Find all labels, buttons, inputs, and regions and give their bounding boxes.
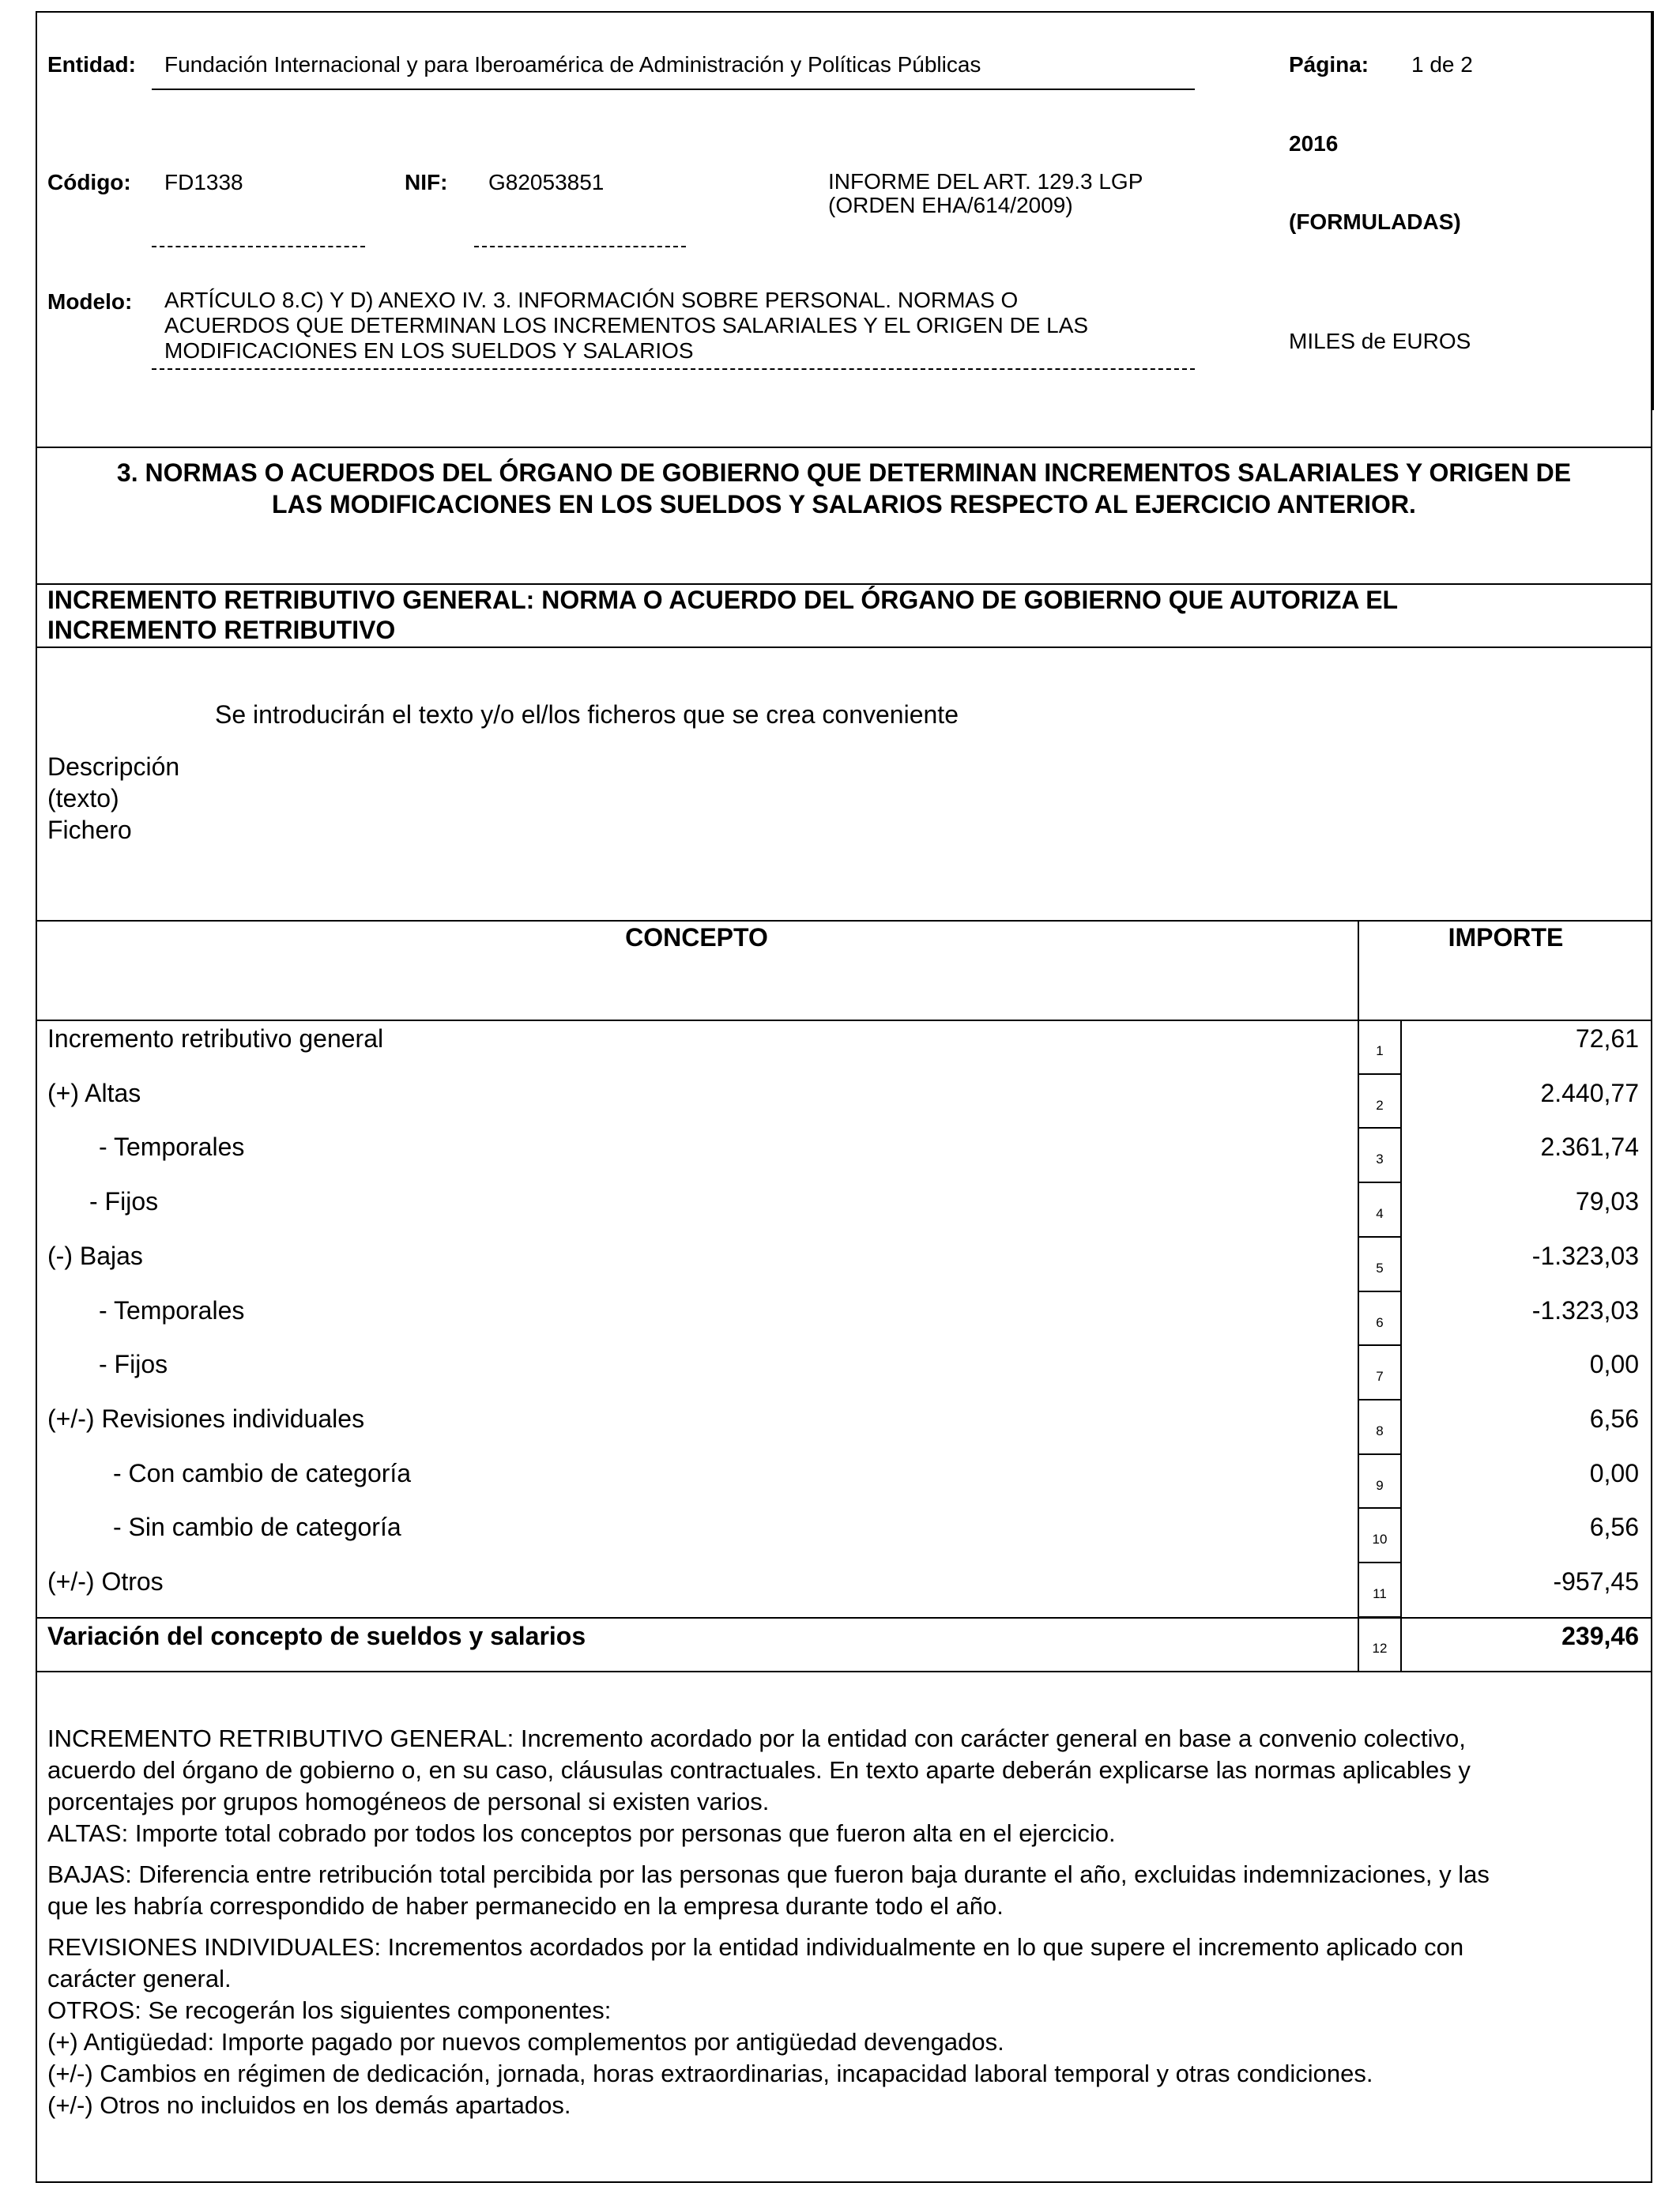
row-separator	[1358, 1399, 1402, 1400]
section3-line-1: 3. NORMAS O ACUERDOS DEL ÓRGANO DE GOBIERNO QUE DETERMINAN INCREMENTOS SALARIALES Y ORIGEN DE	[116, 458, 1572, 487]
texto-label: (texto)	[47, 784, 119, 812]
row-separator	[1358, 1616, 1402, 1618]
notes-line: acuerdo del órgano de gobierno o, en su caso, cláusulas contractuales. En texto aparte deberán explicarse las normas aplicables y	[47, 1756, 1471, 1784]
header-right-border	[1652, 11, 1654, 410]
row-number: 9	[1376, 1477, 1384, 1493]
informe-line-2: (ORDEN EHA/614/2009)	[828, 193, 1073, 217]
table-header-rule	[36, 1020, 1652, 1021]
row-number: 1	[1376, 1043, 1384, 1058]
row-value[interactable]: 72,61	[1575, 1024, 1639, 1053]
row-value[interactable]: 239,46	[1561, 1621, 1639, 1650]
incremento-line-1: INCREMENTO RETRIBUTIVO GENERAL: NORMA O ACUERDO DEL ÓRGANO DE GOBIERNO QUE AUTORIZA EL	[47, 586, 1399, 614]
modelo-underline	[152, 368, 1195, 370]
informe-title	[828, 170, 1143, 217]
row-separator	[1358, 1127, 1402, 1129]
notes-line: BAJAS: Diferencia entre retribución total percibida por las personas que fueron baja durante el año, excluidas indemnizaciones, y las	[47, 1860, 1490, 1888]
informe-line-1: INFORME DEL ART. 129.3 LGP	[828, 169, 1143, 194]
row-number: 6	[1376, 1314, 1384, 1330]
notes-line: (+) Antigüedad: Importe pagado por nuevos complementos por antigüedad devengados.	[47, 2028, 1004, 2056]
notes-line: ALTAS: Importe total cobrado por todos los conceptos por personas que fueron alta en el ejercicio.	[47, 1819, 1116, 1847]
codigo-underline	[152, 246, 365, 247]
row-number: 12	[1372, 1640, 1388, 1656]
row-label: (+/-) Revisiones individuales	[47, 1404, 365, 1433]
row-number: 3	[1376, 1152, 1384, 1167]
total-top-rule	[36, 1617, 1652, 1619]
row-value[interactable]: 2.361,74	[1540, 1133, 1639, 1162]
descripcion-label: Descripción	[47, 752, 180, 781]
entidad-value: Fundación Internacional y para Iberoamérica de Administración y Políticas Públicas	[164, 52, 981, 77]
row-number: 5	[1376, 1260, 1384, 1276]
modelo-line-1: ARTÍCULO 8.C) Y D) ANEXO IV. 3. INFORMACIÓN SOBRE PERSONAL. NORMAS O	[164, 288, 1019, 312]
fichero-label: Fichero	[47, 816, 132, 844]
row-value[interactable]: 6,56	[1589, 1404, 1639, 1433]
row-separator	[1358, 1562, 1402, 1563]
incremento-line-2: INCREMENTO RETRIBUTIVO	[47, 616, 396, 644]
col-concepto: CONCEPTO	[625, 923, 768, 952]
pagina-label: Página:	[1289, 52, 1369, 77]
row-label: (+) Altas	[47, 1078, 141, 1107]
year: 2016	[1289, 131, 1339, 156]
row-value[interactable]: 0,00	[1589, 1458, 1639, 1487]
modelo-text	[164, 288, 1088, 364]
row-separator	[1358, 1507, 1402, 1509]
notes	[47, 1723, 1490, 2121]
row-label: (-) Bajas	[47, 1241, 143, 1270]
row-value[interactable]: 79,03	[1575, 1187, 1639, 1216]
incremento-title	[47, 585, 1398, 645]
entidad-label: Entidad:	[47, 52, 136, 77]
row-value[interactable]: -1.323,03	[1531, 1295, 1639, 1325]
row-label: - Sin cambio de categoría	[113, 1513, 401, 1542]
notes-line: REVISIONES INDIVIDUALES: Incrementos acordados por la entidad individualmente en lo que supere el incremento aplicado con	[47, 1933, 1464, 1961]
row-label: - Temporales	[99, 1133, 245, 1162]
pagina-value: 1 de 2	[1411, 52, 1473, 77]
modelo-line-3: MODIFICACIONES EN LOS SUELDOS Y SALARIOS	[164, 338, 694, 363]
notes-line: porcentajes por grupos homogéneos de personal si existen varios.	[47, 1788, 770, 1815]
notes-line: (+/-) Cambios en régimen de dedicación, jornada, horas extraordinarias, incapacidad laboral temporal y otras condiciones.	[47, 2060, 1373, 2087]
row-label: - Temporales	[99, 1295, 245, 1325]
row-value[interactable]: 6,56	[1589, 1513, 1639, 1542]
notes-line: INCREMENTO RETRIBUTIVO GENERAL: Incremento acordado por la entidad con carácter general en base a convenio colectivo,	[47, 1725, 1466, 1752]
nif-label: NIF:	[405, 170, 448, 194]
descripcion-field[interactable]	[47, 751, 179, 846]
hint-text: Se introducirán el texto y/o el/los ficheros que se crea conveniente	[215, 700, 959, 729]
row-number: 8	[1376, 1423, 1384, 1438]
entidad-underline	[152, 89, 1195, 90]
section3-title	[36, 457, 1652, 520]
row-label: - Con cambio de categoría	[113, 1458, 412, 1487]
formuladas: (FORMULADAS)	[1289, 209, 1461, 234]
notes-line: OTROS: Se recogerán los siguientes componentes:	[47, 1996, 612, 2024]
row-number: 7	[1376, 1369, 1384, 1385]
incremento-bottom-rule	[36, 647, 1652, 648]
row-number: 4	[1376, 1206, 1384, 1222]
row-label: Variación del concepto de sueldos y salarios	[47, 1621, 586, 1650]
row-separator	[1358, 1182, 1402, 1183]
section3-top-rule	[36, 447, 1652, 448]
row-value[interactable]: 2.440,77	[1540, 1078, 1639, 1107]
codigo-label: Código:	[47, 170, 131, 194]
row-separator	[1358, 1073, 1402, 1075]
table-col-divider	[1358, 920, 1359, 1671]
notes-line: carácter general.	[47, 1965, 232, 1992]
table-top-rule	[36, 920, 1652, 922]
nif-value: G82053851	[488, 170, 605, 194]
row-label: - Fijos	[89, 1187, 159, 1216]
row-number: 2	[1376, 1097, 1384, 1113]
col-importe: IMPORTE	[1448, 923, 1564, 952]
row-value[interactable]: -957,45	[1553, 1567, 1639, 1596]
table-bottom-rule	[36, 1671, 1652, 1672]
row-label: Incremento retributivo general	[47, 1024, 384, 1053]
row-label: - Fijos	[99, 1350, 168, 1379]
row-separator	[1358, 1453, 1402, 1455]
nif-underline	[474, 246, 686, 247]
row-value[interactable]: -1.323,03	[1531, 1241, 1639, 1270]
row-label: (+/-) Otros	[47, 1567, 164, 1596]
row-separator	[1358, 1344, 1402, 1346]
modelo-line-2: ACUERDOS QUE DETERMINAN LOS INCREMENTOS SALARIALES Y EL ORIGEN DE LAS	[164, 313, 1089, 337]
notes-line: que les habría correspondido de haber permanecido en la empresa durante todo el año.	[47, 1892, 1004, 1920]
section3-line-2: LAS MODIFICACIONES EN LOS SUELDOS Y SALARIOS RESPECTO AL EJERCICIO ANTERIOR.	[272, 490, 1416, 518]
modelo-label: Modelo:	[47, 289, 133, 314]
units-label: MILES de EUROS	[1289, 329, 1471, 353]
row-value[interactable]: 0,00	[1589, 1350, 1639, 1379]
notes-line: (+/-) Otros no incluidos en los demás apartados.	[47, 2091, 571, 2119]
row-number: 10	[1372, 1532, 1388, 1547]
row-separator	[1358, 1291, 1402, 1292]
codigo-value: FD1338	[164, 170, 243, 194]
row-number: 11	[1373, 1586, 1387, 1601]
row-separator	[1358, 1236, 1402, 1238]
